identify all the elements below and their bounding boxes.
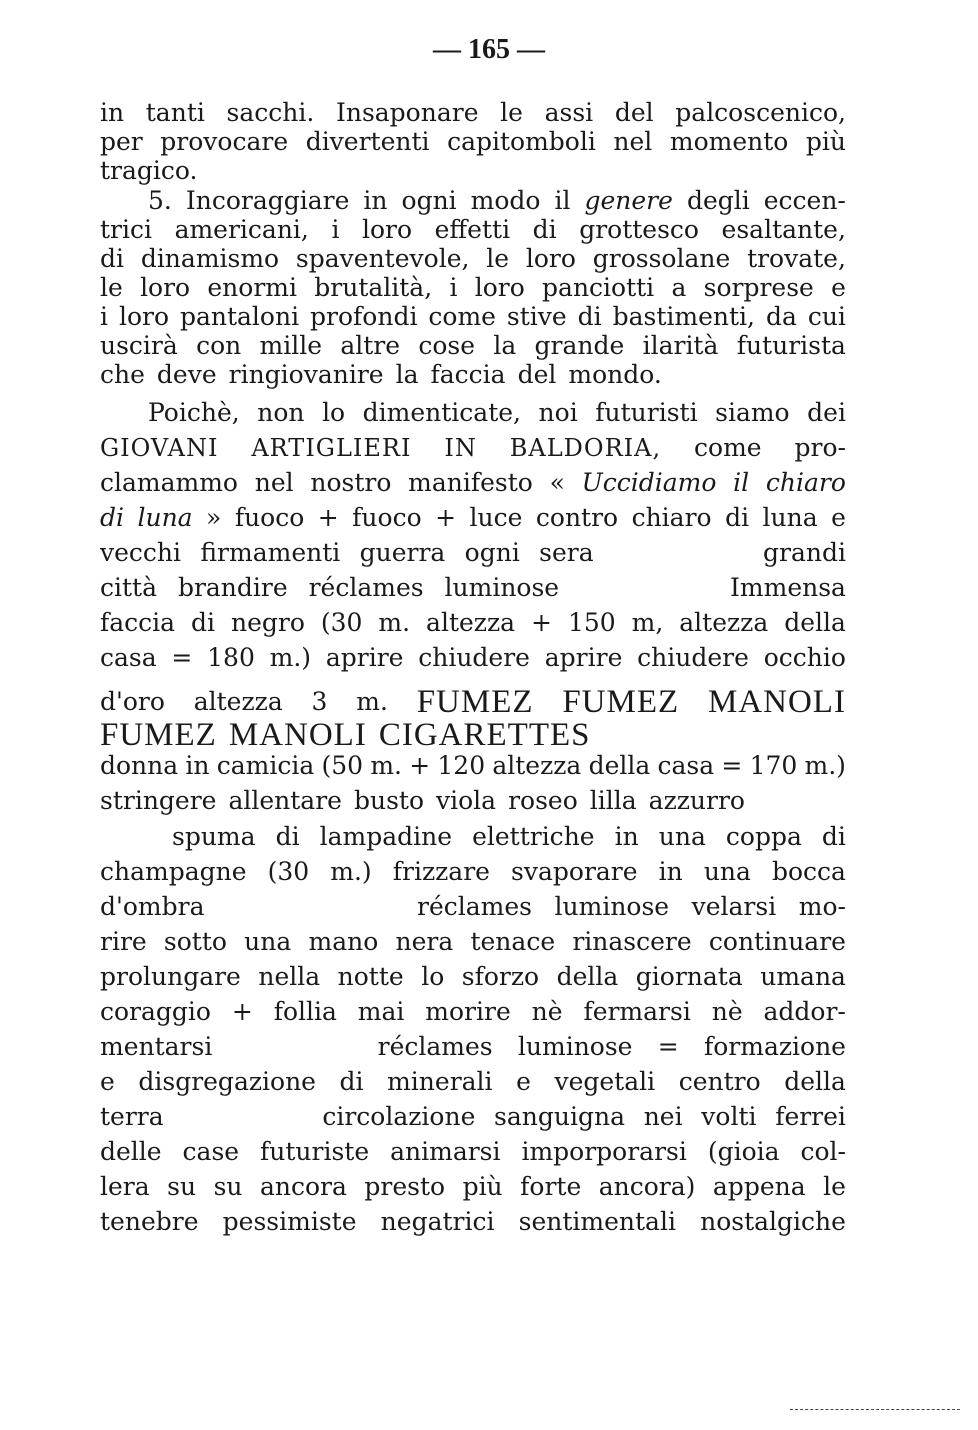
word: champagne	[100, 857, 247, 886]
word: ringiovanire	[228, 360, 384, 389]
word: nè	[531, 997, 563, 1026]
word: trovate,	[747, 244, 846, 273]
word: in	[363, 186, 388, 215]
word: negro	[231, 608, 305, 637]
word: pro-	[794, 433, 846, 462]
word: »	[206, 503, 222, 532]
word: cui	[807, 302, 846, 331]
word: in	[614, 822, 639, 851]
text-line	[100, 215, 846, 245]
text-line	[100, 892, 846, 922]
word: città	[100, 573, 157, 602]
word: luminose	[444, 573, 560, 602]
word: ancora	[259, 1172, 347, 1201]
word: follia	[273, 997, 337, 1026]
word: (gioia	[707, 1137, 780, 1166]
word: di	[577, 302, 602, 331]
word: notte	[337, 962, 404, 991]
word: le	[823, 1172, 846, 1201]
word: forte	[520, 1172, 582, 1201]
word: altezza	[193, 687, 283, 716]
word: aprire	[544, 643, 623, 672]
text-line	[100, 433, 846, 463]
text-line	[100, 244, 846, 274]
word: chiudere	[637, 643, 749, 672]
word: m.	[356, 687, 388, 716]
text-line	[100, 98, 846, 128]
word: terra	[100, 1102, 164, 1131]
word: GIOVANI	[100, 434, 219, 462]
word: uscirà	[100, 331, 178, 360]
text-line	[100, 997, 846, 1027]
word: coraggio	[100, 997, 211, 1026]
text-line	[148, 398, 846, 428]
word: loro	[140, 273, 191, 302]
word: rire	[100, 927, 147, 956]
word: la	[493, 331, 517, 360]
word: della	[556, 962, 619, 991]
word: e	[831, 503, 846, 532]
word: futuriste	[260, 1137, 370, 1166]
word: svaporare	[511, 857, 638, 886]
word: réclames	[377, 1032, 493, 1061]
word: mano	[308, 927, 379, 956]
word: frizzare	[392, 857, 490, 886]
word: tenace	[470, 927, 556, 956]
word: centro	[678, 1067, 761, 1096]
word: grossolane	[592, 244, 731, 273]
word: sotto	[163, 927, 227, 956]
word: negatrici	[380, 1207, 495, 1236]
word: chiaro	[631, 503, 712, 532]
word: dei	[807, 398, 846, 427]
text-line	[100, 503, 846, 533]
word: velarsi	[691, 892, 777, 921]
word: chiudere	[418, 643, 530, 672]
word: camicia	[216, 751, 315, 780]
word: mondo.	[568, 360, 662, 389]
word: altezza	[492, 751, 582, 780]
word: MANOLI	[228, 717, 367, 753]
word: aprire	[325, 643, 404, 672]
word: panciotti	[542, 273, 655, 302]
word: umana	[760, 962, 846, 991]
word: lera	[100, 1172, 150, 1201]
word: assi	[544, 98, 594, 127]
word: volti	[701, 1102, 757, 1131]
word: d'oro	[100, 687, 165, 716]
text-line	[100, 684, 846, 720]
word: futurista	[736, 331, 846, 360]
word: più	[462, 1172, 503, 1201]
word: lampadine	[319, 822, 453, 851]
word: una	[658, 822, 706, 851]
word: palcoscenico,	[675, 98, 846, 127]
word: 180	[207, 643, 255, 672]
word: disgregazione	[138, 1067, 316, 1096]
word: +	[317, 503, 339, 532]
word: di	[821, 822, 846, 851]
word: casa	[657, 751, 715, 780]
word: della	[784, 1067, 846, 1096]
word: nei	[643, 1102, 683, 1131]
word: CIGARETTES	[378, 717, 591, 753]
word: luminose	[517, 1032, 633, 1061]
word: noi	[538, 398, 578, 427]
text-line	[100, 127, 846, 157]
word: imporporarsi	[521, 1137, 687, 1166]
word: grande	[534, 331, 625, 360]
word: come	[428, 302, 496, 331]
word: nera	[395, 927, 454, 956]
word: ARTIGLIERI	[251, 434, 412, 462]
word: coppa	[725, 822, 802, 851]
text-line	[100, 360, 846, 390]
text-line	[100, 1102, 846, 1132]
word: continuare	[708, 927, 846, 956]
word: d'ombra	[100, 892, 205, 921]
word: bocca	[772, 857, 846, 886]
word: i	[449, 273, 458, 302]
word: elettriche	[472, 822, 595, 851]
word: m.	[378, 608, 411, 637]
word: di	[191, 608, 216, 637]
word: luminose	[554, 892, 670, 921]
word: fuoco	[234, 503, 305, 532]
word: (50	[321, 751, 364, 780]
word: loro	[118, 302, 170, 331]
word: FUMEZ	[100, 717, 217, 753]
word: m.)	[330, 857, 372, 886]
word: dimenticate,	[362, 398, 521, 427]
word: vegetali	[554, 1067, 656, 1096]
word: effetti	[434, 215, 511, 244]
word: =	[721, 751, 743, 780]
word: deve	[156, 360, 217, 389]
word: modo	[470, 186, 541, 215]
word: una	[244, 927, 292, 956]
text-line	[100, 608, 846, 638]
word: lo	[322, 398, 346, 427]
word: sanguigna	[494, 1102, 625, 1131]
word: luna	[762, 503, 818, 532]
word: case	[182, 1137, 240, 1166]
word: réclames	[417, 892, 532, 921]
word: il	[554, 186, 571, 215]
word: di	[339, 1067, 364, 1096]
word: tenebre	[100, 1207, 199, 1236]
word: loro	[525, 244, 576, 273]
word: siamo	[715, 398, 790, 427]
word: nella	[258, 962, 321, 991]
word: busto	[353, 786, 425, 815]
text-line	[100, 751, 846, 781]
word: grandi	[763, 538, 846, 567]
word: nel	[254, 468, 294, 497]
word: Immensa	[730, 573, 846, 602]
word: degli	[686, 186, 750, 215]
word: tanti	[145, 98, 205, 127]
word: bastimenti,	[612, 302, 755, 331]
word: m.)	[804, 751, 846, 780]
word: in	[100, 98, 125, 127]
word: allentare	[228, 786, 342, 815]
word: FUMEZ	[416, 684, 534, 720]
word: fermarsi	[583, 997, 691, 1026]
word: prolungare	[100, 962, 241, 991]
word: il	[733, 468, 750, 497]
word: brandire	[177, 573, 288, 602]
text-line	[100, 1032, 846, 1062]
word: come	[694, 433, 762, 462]
word: stive	[506, 302, 567, 331]
word: chiaro	[765, 468, 846, 497]
word: viola	[436, 786, 497, 815]
word: più	[805, 127, 846, 156]
word: non	[257, 398, 305, 427]
word: che	[100, 360, 145, 389]
text-line	[148, 186, 846, 216]
text-line	[100, 1137, 846, 1167]
word: rinascere	[572, 927, 692, 956]
word: tragico.	[100, 156, 198, 185]
text-line	[100, 156, 846, 186]
word: pantaloni	[179, 302, 300, 331]
word: le	[100, 273, 123, 302]
word: altezza	[679, 608, 769, 637]
text-line	[100, 331, 846, 361]
word: m,	[631, 608, 664, 637]
word: brutalità,	[314, 273, 433, 302]
word: roseo	[508, 786, 578, 815]
word: futuristi	[595, 398, 698, 427]
word: dinamismo	[140, 244, 280, 273]
word: +	[231, 997, 253, 1026]
word: eccen-	[763, 186, 846, 215]
word: in	[185, 751, 210, 780]
word: i	[100, 302, 108, 331]
word: di	[100, 244, 124, 273]
word: di	[725, 503, 750, 532]
word: sforzo	[461, 962, 540, 991]
word: ogni	[464, 538, 520, 567]
text-line	[100, 538, 846, 568]
word: (30	[267, 857, 310, 886]
word: mentarsi	[100, 1032, 213, 1061]
word: MANOLI	[707, 684, 846, 720]
word: sera	[539, 538, 594, 567]
text-line	[100, 302, 846, 332]
word: mille	[259, 331, 323, 360]
word: BALDORIA,	[509, 434, 662, 462]
word: pessimiste	[222, 1207, 357, 1236]
word: Poichè,	[148, 398, 240, 427]
word: grottesco	[579, 215, 699, 244]
word: altezza	[426, 608, 516, 637]
word: su	[167, 1172, 197, 1201]
word: del	[614, 98, 654, 127]
word: della	[588, 751, 651, 780]
word: col-	[800, 1137, 846, 1166]
word: mai	[357, 997, 405, 1026]
word: cose	[418, 331, 476, 360]
word: casa	[100, 643, 157, 672]
word: spaventevole,	[295, 244, 470, 273]
word: profondi	[310, 302, 418, 331]
word: appena	[712, 1172, 806, 1201]
word: di	[100, 503, 124, 532]
word: genere	[584, 186, 673, 215]
word: m.	[370, 751, 402, 780]
word: clamammo	[100, 468, 238, 497]
word: loro	[474, 273, 525, 302]
word: faccia	[100, 608, 176, 637]
word: Incoraggiare	[185, 186, 350, 215]
word: nè	[711, 997, 743, 1026]
word: +	[409, 751, 431, 780]
word: spuma	[172, 822, 256, 851]
word: ancora)	[598, 1172, 696, 1201]
word: nostro	[310, 468, 392, 497]
word: e	[516, 1067, 531, 1096]
word: fuoco	[352, 503, 422, 532]
text-line	[100, 573, 846, 603]
text-line	[100, 643, 846, 673]
word: la	[395, 360, 419, 389]
word: 120	[437, 751, 486, 780]
word: loro	[362, 215, 413, 244]
word: sacchi.	[226, 98, 315, 127]
text-line	[100, 1172, 846, 1202]
word: circolazione	[322, 1102, 476, 1131]
word: sentimentali	[518, 1207, 676, 1236]
word: su	[213, 1172, 243, 1201]
word: morire	[425, 997, 511, 1026]
word: in	[658, 857, 683, 886]
word: ogni	[401, 186, 457, 215]
word: con	[196, 331, 242, 360]
page-edge-mark	[790, 1409, 960, 1412]
word: giornata	[635, 962, 743, 991]
word: Insaponare	[335, 98, 479, 127]
word: altre	[340, 331, 401, 360]
word: m.)	[269, 643, 312, 672]
word: divertenti	[305, 127, 430, 156]
word: manifesto	[408, 468, 533, 497]
word: vecchi	[100, 538, 182, 567]
text-line	[100, 927, 846, 957]
word: animarsi	[390, 1137, 501, 1166]
text-line	[100, 1207, 846, 1237]
text-line	[100, 468, 846, 498]
word: 5.	[148, 186, 172, 215]
text-line	[172, 822, 846, 852]
word: una	[703, 857, 751, 886]
word: minerali	[387, 1067, 493, 1096]
word: luce	[469, 503, 523, 532]
page-number: — 165 —	[433, 34, 545, 65]
text-line	[100, 1067, 846, 1097]
word: capitomboli	[447, 127, 596, 156]
word: addor-	[763, 997, 846, 1026]
word: =	[171, 643, 193, 672]
word: formazione	[703, 1032, 846, 1061]
word: esaltante,	[721, 215, 846, 244]
word: del	[517, 360, 557, 389]
word: FUMEZ	[562, 684, 680, 720]
word: da	[765, 302, 797, 331]
word: delle	[100, 1137, 162, 1166]
word: per	[100, 127, 143, 156]
text-line	[100, 962, 846, 992]
word: 150	[567, 608, 616, 637]
word: le	[500, 98, 523, 127]
word: =	[657, 1032, 679, 1061]
text-line	[100, 857, 846, 887]
word: azzurro	[648, 786, 745, 815]
word: e	[100, 1067, 115, 1096]
word: contro	[535, 503, 619, 532]
word: 3	[311, 687, 328, 716]
word: réclames	[308, 573, 424, 602]
word: IN	[444, 434, 477, 462]
text-line	[100, 786, 846, 816]
word: 170	[749, 751, 798, 780]
word: lo	[421, 962, 445, 991]
word: (30	[320, 608, 363, 637]
word: trici	[100, 215, 152, 244]
word: +	[531, 608, 552, 637]
word: occhio	[763, 643, 846, 672]
word: ilarità	[642, 331, 719, 360]
word: donna	[100, 751, 179, 780]
word: presto	[364, 1172, 446, 1201]
word: stringere	[100, 786, 217, 815]
word: sorprese	[703, 273, 814, 302]
word: americani,	[174, 215, 309, 244]
word: nostalgiche	[700, 1207, 846, 1236]
word: +	[435, 503, 457, 532]
word: a	[671, 273, 687, 302]
word: della	[784, 608, 846, 637]
word: Uccidiamo	[581, 468, 717, 497]
word: le	[486, 244, 510, 273]
word: enormi	[207, 273, 297, 302]
word: di	[275, 822, 300, 851]
word: firmamenti	[200, 538, 341, 567]
word: luna	[137, 503, 193, 532]
word: momento	[669, 127, 789, 156]
word: lilla	[589, 786, 637, 815]
word: e	[831, 273, 846, 302]
text-line	[100, 273, 846, 303]
word: «	[549, 468, 565, 497]
text-line	[100, 717, 846, 753]
word: provocare	[160, 127, 289, 156]
word: ferrei	[775, 1102, 846, 1131]
word: i	[331, 215, 340, 244]
word: di	[532, 215, 557, 244]
word: guerra	[359, 538, 446, 567]
word: mo-	[798, 892, 846, 921]
word: faccia	[430, 360, 506, 389]
word: nel	[613, 127, 653, 156]
